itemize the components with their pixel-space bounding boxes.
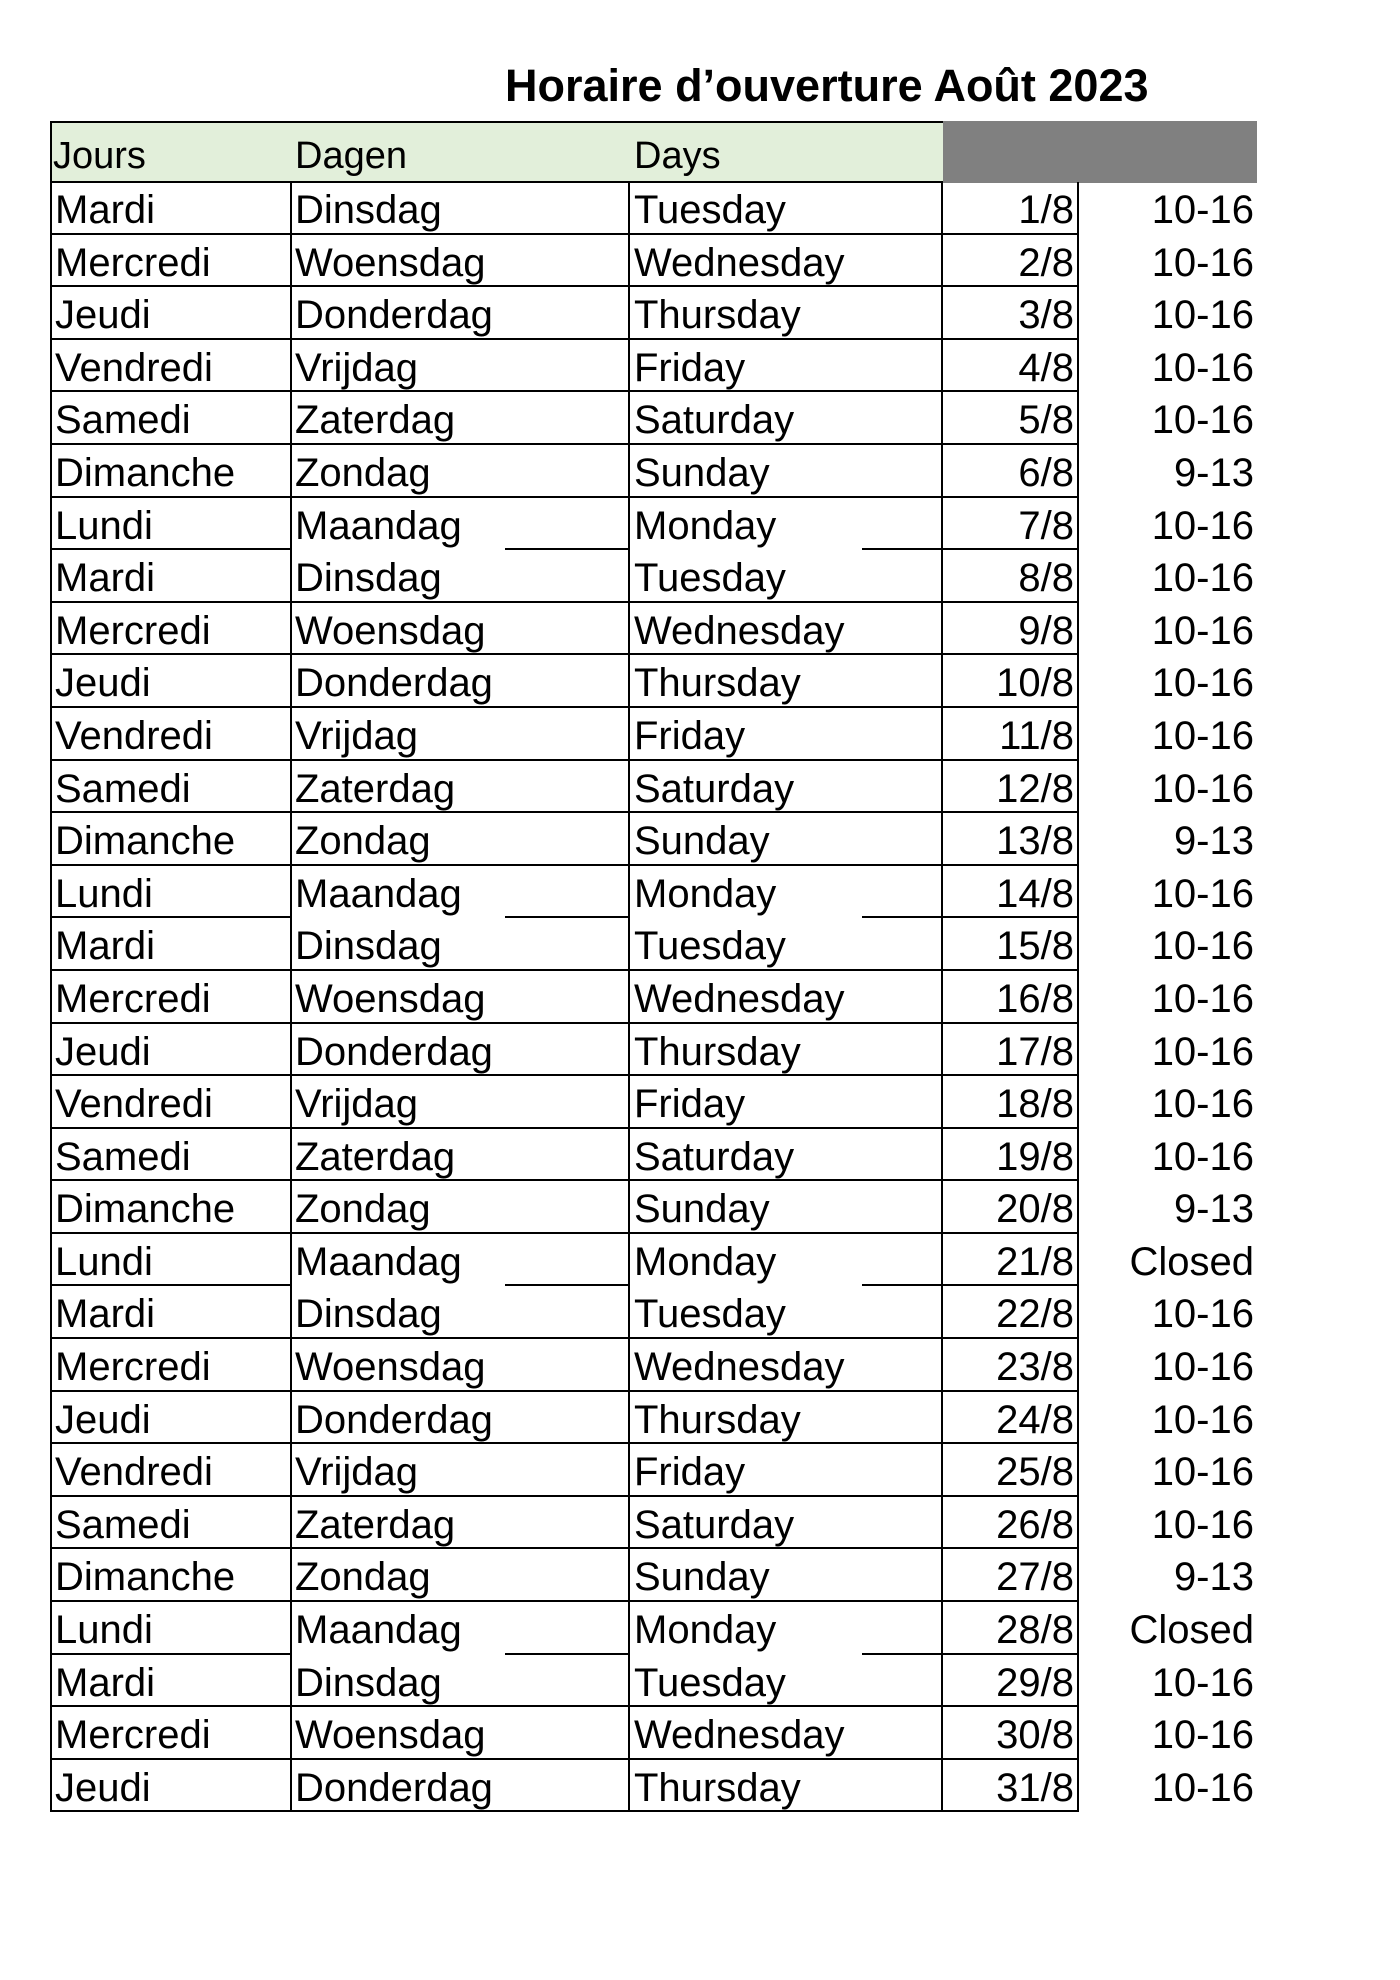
day-dutch-cell: Donderdag [292,1392,630,1445]
day-dutch-cell: Woensdag [292,1707,630,1760]
day-dutch-cell: Maandag [292,1234,630,1287]
hours-cell: 10-16 [1151,1660,1254,1705]
day-english-cell: Friday [630,1076,943,1129]
day-french-cell: Vendredi [50,708,292,761]
table-row [50,1760,1257,1813]
hours-cell: 10-16 [1151,1292,1254,1337]
hours-cell: 10-16 [1151,1345,1254,1390]
hours-cell: 10-16 [1151,924,1254,969]
date-cell: 30/8 [943,1707,1079,1760]
day-french-cell: Samedi [50,392,292,445]
day-french-cell: Samedi [50,761,292,814]
day-french-cell: Lundi [50,1234,292,1287]
day-english-cell: Saturday [630,392,943,445]
table-row [50,1234,1257,1287]
day-french-cell: Jeudi [50,1760,292,1813]
day-french-cell: Dimanche [50,1181,292,1234]
table-row [50,1655,1257,1708]
date-cell: 15/8 [943,918,1079,971]
day-english-cell: Tuesday [630,1655,943,1708]
day-dutch-cell: Zondag [292,1181,630,1234]
hours-cell: 10-16 [1151,661,1254,706]
day-dutch-cell: Zaterdag [292,392,630,445]
day-english-cell: Wednesday [630,1339,943,1392]
day-english-cell: Thursday [630,1760,943,1813]
table-row [50,1024,1257,1077]
hours-cell: 10-16 [1151,556,1254,601]
day-english-cell: Thursday [630,287,943,340]
table-body [50,182,1257,1812]
table-row [50,445,1257,498]
date-cell: 11/8 [943,708,1079,761]
day-french-cell: Jeudi [50,1024,292,1077]
table-row [50,1549,1257,1602]
date-cell: 3/8 [943,287,1079,340]
day-english-cell: Monday [630,1234,943,1287]
day-english-cell: Sunday [630,1549,943,1602]
date-cell: 20/8 [943,1181,1079,1234]
table-row [50,655,1257,708]
hours-cell: 10-16 [1151,1502,1254,1547]
day-dutch-cell: Zaterdag [292,761,630,814]
hours-cell: 10-16 [1151,188,1254,232]
day-english-cell: Tuesday [630,1286,943,1339]
date-cell: 24/8 [943,1392,1079,1445]
hours-cell: Closed [1129,1239,1254,1284]
day-english-cell: Thursday [630,1024,943,1077]
day-dutch-cell: Maandag [292,866,630,919]
hours-cell: 10-16 [1151,345,1254,390]
date-cell: 28/8 [943,1602,1079,1655]
day-french-cell: Mardi [50,918,292,971]
day-dutch-cell: Woensdag [292,971,630,1024]
day-english-cell: Wednesday [630,235,943,288]
day-french-cell: Mardi [50,1286,292,1339]
hours-cell: Closed [1129,1608,1254,1653]
table-header-row [50,121,1257,182]
day-dutch-cell: Maandag [292,1602,630,1655]
day-french-cell: Lundi [50,866,292,919]
date-cell: 19/8 [943,1129,1079,1182]
date-cell: 9/8 [943,603,1079,656]
header-date-band [943,121,1257,183]
hours-cell: 10-16 [1151,1397,1254,1442]
hours-cell: 10-16 [1151,398,1254,443]
header-english-days: Days [634,135,721,177]
header-french-days: Jours [53,135,146,177]
day-dutch-cell: Zondag [292,1549,630,1602]
day-dutch-cell: Dinsdag [292,550,630,603]
date-cell: 29/8 [943,1655,1079,1708]
table-row [50,498,1257,551]
table-row [50,182,1257,235]
day-dutch-cell: Dinsdag [292,918,630,971]
day-dutch-cell: Maandag [292,498,630,551]
table-row [50,550,1257,603]
hours-cell: 10-16 [1151,503,1254,548]
date-cell: 14/8 [943,866,1079,919]
day-english-cell: Tuesday [630,918,943,971]
day-english-cell: Wednesday [630,971,943,1024]
day-english-cell: Monday [630,1602,943,1655]
date-cell: 8/8 [943,550,1079,603]
table-row [50,1444,1257,1497]
table-row [50,1129,1257,1182]
day-dutch-cell: Zaterdag [292,1497,630,1550]
day-english-cell: Thursday [630,655,943,708]
date-cell: 6/8 [943,445,1079,498]
day-french-cell: Vendredi [50,1444,292,1497]
day-french-cell: Mardi [50,1655,292,1708]
date-cell: 26/8 [943,1497,1079,1550]
table-row [50,866,1257,919]
hours-cell: 10-16 [1151,1765,1254,1810]
table-row [50,603,1257,656]
day-french-cell: Mercredi [50,1707,292,1760]
day-dutch-cell: Zondag [292,813,630,866]
day-french-cell: Lundi [50,498,292,551]
hours-cell: 10-16 [1151,1450,1254,1495]
day-english-cell: Saturday [630,1129,943,1182]
date-cell: 18/8 [943,1076,1079,1129]
hours-cell: 10-16 [1151,1713,1254,1758]
header-dutch-days: Dagen [295,135,407,177]
day-english-cell: Wednesday [630,1707,943,1760]
day-french-cell: Lundi [50,1602,292,1655]
day-french-cell: Samedi [50,1497,292,1550]
day-dutch-cell: Woensdag [292,603,630,656]
page-title: Horaire d’ouverture Août 2023 [505,60,1149,111]
date-cell: 12/8 [943,761,1079,814]
day-dutch-cell: Woensdag [292,1339,630,1392]
day-english-cell: Tuesday [630,550,943,603]
hours-cell: 9-13 [1173,819,1254,864]
day-dutch-cell: Donderdag [292,287,630,340]
date-cell: 5/8 [943,392,1079,445]
table-row [50,971,1257,1024]
hours-cell: 10-16 [1151,713,1254,758]
table-row [50,287,1257,340]
day-dutch-cell: Woensdag [292,235,630,288]
table-row [50,1392,1257,1445]
hours-cell: 10-16 [1151,871,1254,916]
date-cell: 4/8 [943,340,1079,393]
table-row [50,1497,1257,1550]
day-english-cell: Sunday [630,445,943,498]
table-row [50,235,1257,288]
hours-cell: 10-16 [1151,1082,1254,1127]
hours-cell: 10-16 [1151,293,1254,338]
day-dutch-cell: Vrijdag [292,340,630,393]
day-english-cell: Sunday [630,813,943,866]
date-cell: 23/8 [943,1339,1079,1392]
day-french-cell: Mardi [50,182,292,235]
day-english-cell: Monday [630,498,943,551]
day-english-cell: Wednesday [630,603,943,656]
date-cell: 27/8 [943,1549,1079,1602]
day-dutch-cell: Donderdag [292,1760,630,1813]
day-english-cell: Tuesday [630,182,943,235]
day-french-cell: Vendredi [50,340,292,393]
day-english-cell: Monday [630,866,943,919]
day-english-cell: Friday [630,340,943,393]
day-dutch-cell: Dinsdag [292,1286,630,1339]
day-dutch-cell: Vrijdag [292,1444,630,1497]
table-row [50,813,1257,866]
day-french-cell: Dimanche [50,1549,292,1602]
day-french-cell: Mardi [50,550,292,603]
hours-cell: 10-16 [1151,1029,1254,1074]
date-cell: 7/8 [943,498,1079,551]
day-french-cell: Samedi [50,1129,292,1182]
table-row [50,1602,1257,1655]
table-row [50,1286,1257,1339]
hours-cell: 10-16 [1151,1134,1254,1179]
date-cell: 10/8 [943,655,1079,708]
opening-hours-table [50,121,1257,1812]
hours-cell: 10-16 [1151,766,1254,811]
table-row [50,1076,1257,1129]
table-row [50,1707,1257,1760]
date-cell: 31/8 [943,1760,1079,1813]
table-row [50,392,1257,445]
table-row [50,1181,1257,1234]
day-french-cell: Jeudi [50,1392,292,1445]
day-french-cell: Jeudi [50,655,292,708]
header-language-band [50,121,945,183]
day-english-cell: Sunday [630,1181,943,1234]
table-row [50,918,1257,971]
day-english-cell: Friday [630,1444,943,1497]
day-english-cell: Thursday [630,1392,943,1445]
table-row [50,1339,1257,1392]
day-dutch-cell: Dinsdag [292,182,630,235]
hours-cell: 10-16 [1151,608,1254,653]
hours-cell: 9-13 [1173,1187,1254,1232]
day-french-cell: Vendredi [50,1076,292,1129]
day-dutch-cell: Dinsdag [292,1655,630,1708]
day-french-cell: Dimanche [50,813,292,866]
day-french-cell: Mercredi [50,1339,292,1392]
day-english-cell: Saturday [630,1497,943,1550]
day-french-cell: Dimanche [50,445,292,498]
day-french-cell: Jeudi [50,287,292,340]
date-cell: 16/8 [943,971,1079,1024]
date-cell: 25/8 [943,1444,1079,1497]
day-english-cell: Saturday [630,761,943,814]
date-cell: 22/8 [943,1286,1079,1339]
date-cell: 17/8 [943,1024,1079,1077]
day-dutch-cell: Donderdag [292,1024,630,1077]
day-french-cell: Mercredi [50,603,292,656]
day-dutch-cell: Donderdag [292,655,630,708]
date-cell: 21/8 [943,1234,1079,1287]
day-dutch-cell: Zaterdag [292,1129,630,1182]
table-row [50,340,1257,393]
day-french-cell: Mercredi [50,235,292,288]
day-english-cell: Friday [630,708,943,761]
date-cell: 2/8 [943,235,1079,288]
hours-cell: 10-16 [1151,976,1254,1021]
date-cell: 1/8 [943,182,1079,235]
table-row [50,708,1257,761]
hours-cell: 9-13 [1173,1555,1254,1600]
day-dutch-cell: Zondag [292,445,630,498]
table-row [50,761,1257,814]
date-cell: 13/8 [943,813,1079,866]
day-dutch-cell: Vrijdag [292,708,630,761]
day-french-cell: Mercredi [50,971,292,1024]
hours-cell: 10-16 [1151,240,1254,285]
day-dutch-cell: Vrijdag [292,1076,630,1129]
hours-cell: 9-13 [1173,450,1254,495]
